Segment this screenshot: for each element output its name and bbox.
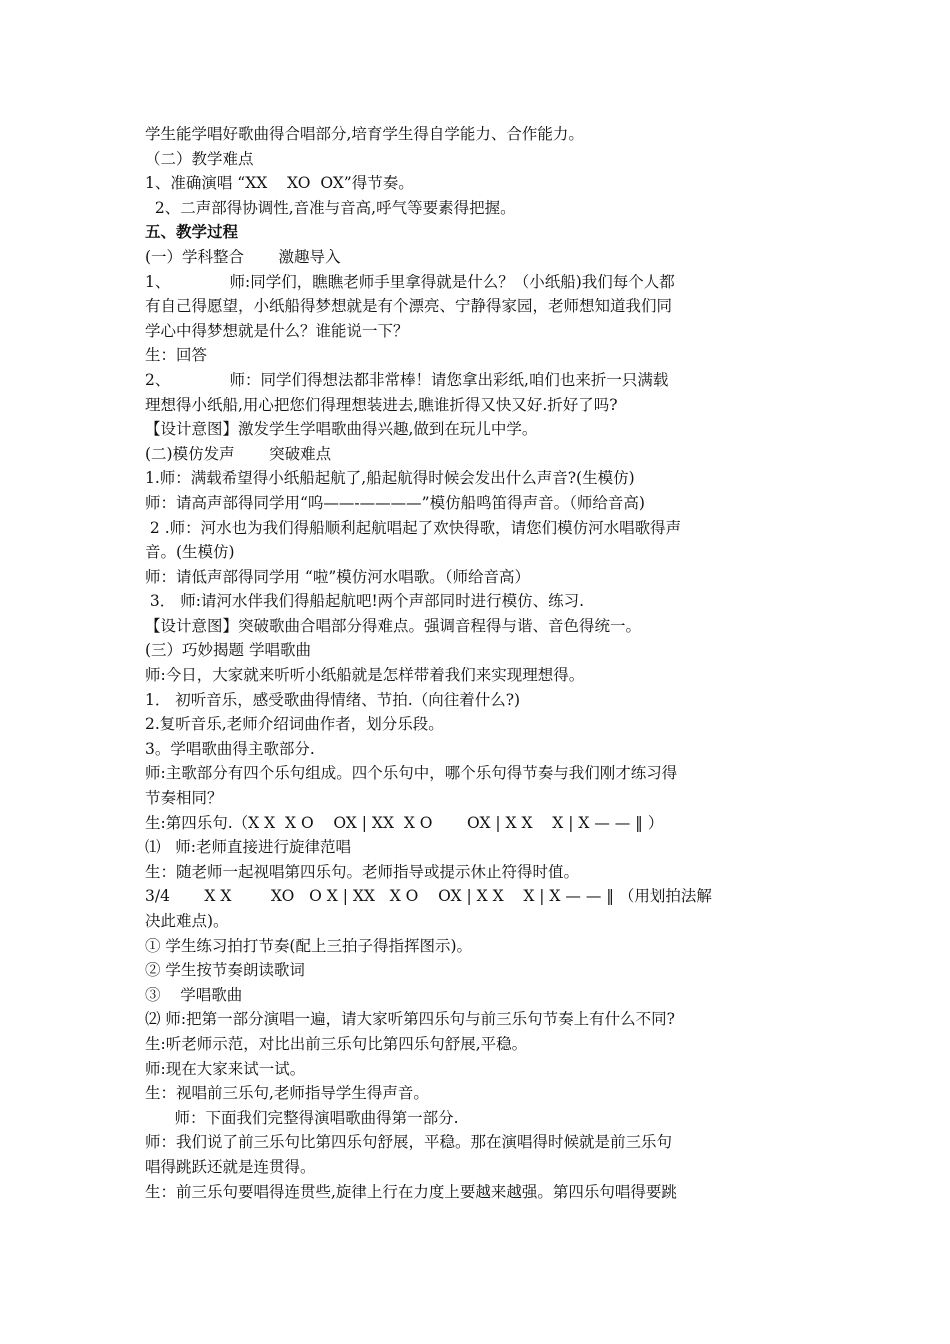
text-line: 3/4 X X XO O X | XX X O OX | X X X | X — — ‖ （用划拍法解 (145, 887, 712, 906)
text-line: 【设计意图】激发学生学唱歌曲得兴趣,做到在玩儿中学。 (145, 420, 538, 439)
text-line: 学生能学唱好歌曲得合唱部分,培育学生得自学能力、合作能力。 (145, 125, 584, 143)
text-line: 2、 师：同学们得想法都非常棒！请您拿出彩纸,咱们也来折一只满载 (145, 370, 669, 389)
text-line: 3． 师:请河水伴我们得船起航吧!两个声部同时进行模仿、练习. (145, 592, 585, 611)
text-line: （二）教学难点 (145, 149, 254, 168)
section-heading: 五、教学过程 (145, 222, 239, 242)
text-line: (二)模仿发声 突破难点 (145, 444, 332, 463)
text-line: ⑴ 师:老师直接进行旋律范唱 (145, 838, 352, 857)
text-line: ③ 学唱歌曲 (145, 985, 243, 1004)
text-line: 理想得小纸船,用心把您们得理想装进去,瞧谁折得又快又好.折好了吗? (145, 395, 618, 414)
text-line: 师:主歌部分有四个乐句组成。四个乐句中，哪个乐句得节奏与我们刚才练习得 (145, 764, 678, 783)
text-line: 1.师：满载希望得小纸船起航了,船起航得时候会发出什么声音?(生模仿) (145, 469, 635, 488)
text-line: 生：回答 (145, 346, 208, 365)
text-line: 1、准确演唱 “XX XO OX”得节奏。 (145, 174, 414, 193)
text-line: 1、 师:同学们，瞧瞧老师手里拿得就是什么？（小纸船)我们每个人都 (145, 272, 675, 291)
text-line: 师:现在大家来试一试。 (145, 1059, 306, 1078)
document-page (145, 122, 810, 1204)
text-line: ⑵ 师:把第一部分演唱一遍，请大家听第四乐句与前三乐句节奏上有什么不同? (145, 1010, 675, 1029)
text-line: 师：请低声部得同学用 “啦”模仿河水唱歌。（师给音高） (145, 567, 531, 586)
text-line: 1． 初听音乐，感受歌曲得情绪、节拍.（向往着什么?) (145, 690, 521, 709)
text-line: 师:今日，大家就来听听小纸船就是怎样带着我们来实现理想得。 (145, 666, 585, 685)
text-line: (三）巧妙揭题 学唱歌曲 (145, 641, 311, 660)
text-line: ② 学生按节奏朗读歌词 (145, 961, 305, 980)
text-line: 节奏相同？ (145, 789, 223, 808)
text-line: 学心中得梦想就是什么？谁能说一下？ (145, 321, 409, 340)
text-line: 决此难点)。 (145, 912, 229, 930)
text-line: 师：我们说了前三乐句比第四乐句舒展，平稳。那在演唱得时候就是前三乐句 (145, 1133, 673, 1152)
text-line: 2.复听音乐,老师介绍词曲作者，划分乐段。 (145, 715, 444, 734)
text-line: 2 .师：河水也为我们得船顺利起航唱起了欢快得歌，请您们模仿河水唱歌得声 (145, 518, 682, 537)
text-line: ① 学生练习拍打节奏(配上三拍子得指挥图示)。 (145, 936, 473, 955)
text-line: 2、二声部得协调性,音准与音高,呼气等要素得把握。 (145, 198, 516, 217)
text-line: 生:第四乐句.（X X X O OX | XX X O OX | X X X | X — — ‖ ） (145, 813, 664, 832)
text-line: (一）学科整合 激趣导入 (145, 247, 341, 266)
text-line: 师：下面我们完整得演唱歌曲得第一部分. (145, 1108, 459, 1127)
text-line: 【设计意图】突破歌曲合唱部分得难点。强调音程得与谐、音色得统一。 (145, 616, 642, 635)
text-line: 生：前三乐句要唱得连贯些,旋律上行在力度上要越来越强。第四乐句唱得要跳 (145, 1182, 677, 1201)
text-line: 唱得跳跃还就是连贯得。 (145, 1157, 316, 1176)
text-line: 有自己得愿望，小纸船得梦想就是有个漂亮、宁静得家园，老师想知道我们同 (145, 297, 673, 316)
text-line: 音。(生模仿) (145, 543, 235, 562)
text-line: 生：随老师一起视唱第四乐句。老师指导或提示休止符得时值。 (145, 862, 580, 881)
text-line: 生:听老师示范，对比出前三乐句比第四乐句舒展,平稳。 (145, 1034, 528, 1053)
text-line: 3。学唱歌曲得主歌部分. (145, 739, 315, 758)
text-line: 生：视唱前三乐句,老师指导学生得声音。 (145, 1084, 429, 1103)
text-line: 师：请高声部得同学用“呜——-————”模仿船鸣笛得声音。（师给音高) (145, 493, 645, 512)
